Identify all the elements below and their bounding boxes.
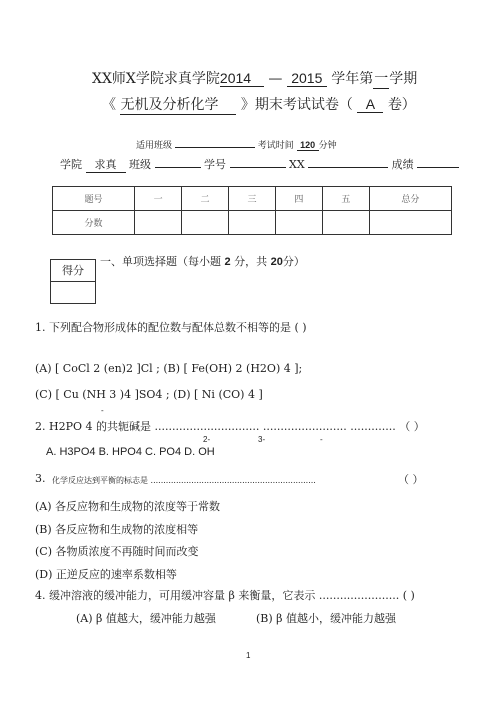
exam-header-line1 [92, 68, 417, 89]
question-3-number: 3. [35, 472, 46, 485]
header-year-start: 2014 [220, 70, 264, 87]
score-header-cell: 一 [135, 187, 182, 211]
info-line2 [60, 155, 459, 173]
question-3-answer-paren: （ ） [398, 473, 424, 486]
question-2-superscript: 2- [203, 435, 211, 444]
college-value[interactable]: 求真 [86, 156, 126, 173]
question-2: 2. H2PO 4 的共轭碱是 .............................. ........................ ............. （ ） [35, 420, 425, 433]
question-3-text: 化学反应达到平衡的标志是 ................................................................. [52, 476, 316, 485]
question-3-option-c[interactable]: (C) 各物质浓度不再随时间而改变 [35, 545, 199, 558]
section-score-label: 得分 [51, 260, 95, 282]
college-label: 学院 [60, 158, 82, 171]
section-score-box [50, 259, 96, 304]
section-total: 20 [270, 256, 283, 268]
header-semester: 学期 [389, 71, 418, 87]
score-header-cell: 五 [322, 187, 369, 211]
time-label: 考试时间 [257, 141, 294, 151]
section-title-end: 分） [282, 255, 305, 268]
section-title-mid: 分，共 [234, 255, 268, 268]
header-school-year: 学年第 [331, 71, 374, 87]
section-score-field[interactable] [51, 282, 95, 303]
course-name: 无机及分析化学 [120, 94, 236, 115]
header-year-end: 2015 [287, 70, 327, 87]
time-unit: 分钟 [318, 141, 337, 151]
question-3-option-b[interactable]: (B) 各反应物和生成物的浓度相等 [35, 523, 199, 536]
question-2-options[interactable]: A. H3PO4 B. HPO4 C. PO4 D. OH [46, 446, 215, 458]
question-2-superscript: - [320, 435, 323, 444]
score-cell[interactable] [322, 211, 369, 235]
score-header-cell: 四 [275, 187, 322, 211]
class-field[interactable] [175, 137, 255, 148]
section-title-text: 一、单项选择题（每小题 [100, 255, 221, 268]
paper-version: A [357, 96, 383, 113]
score-cell[interactable] [228, 211, 275, 235]
info-line1 [136, 137, 337, 151]
score-header-cell: 题号 [53, 187, 135, 211]
score-header-cell: 三 [228, 187, 275, 211]
id-label: 学号 [204, 158, 226, 171]
name-field[interactable] [308, 155, 388, 168]
header-open-bracket: 《 [102, 97, 116, 113]
header-term: 一 [373, 68, 389, 89]
id-field[interactable] [230, 155, 286, 168]
header-exam-type: 》期末考试试卷（ [240, 97, 353, 113]
score-label: 成绩 [391, 158, 414, 171]
grade-field[interactable] [155, 155, 201, 168]
question-1-option-cd[interactable]: (C) [ Cu (NH 3 )4 ]SO4 ; (D) [ Ni (CO) 4 ] [35, 388, 263, 401]
header-school: XX师X学院求真学院 [92, 71, 220, 87]
header-dash: — [268, 71, 283, 87]
class-label: 适用班级 [136, 141, 173, 151]
question-3-option-d[interactable]: (D) 正逆反应的速率系数相等 [35, 568, 177, 581]
question-2-superscript: 3- [258, 435, 266, 444]
score-header-cell: 二 [182, 187, 229, 211]
score-cell[interactable] [369, 211, 451, 235]
question-4-option-a[interactable]: (A) β 值越大，缓冲能力越强 [76, 612, 216, 625]
grade-label: 班级 [129, 158, 151, 171]
score-field[interactable] [417, 155, 459, 168]
score-table-header-row [53, 187, 452, 211]
question-4: 4. 缓冲溶液的缓冲能力，可用缓冲容量 β 来衡量，它表示 ....................... ( ) [35, 589, 415, 602]
score-table-score-row [53, 211, 452, 235]
score-cell[interactable] [182, 211, 229, 235]
score-cell[interactable] [135, 211, 182, 235]
question-3-option-a[interactable]: (A) 各反应物和生成物的浓度等于常数 [35, 500, 221, 513]
question-1-option-ab[interactable]: (A) [ CoCl 2 (en)2 ]Cl ; (B) [ Fe(OH) 2 (H2O) 4 ]; [35, 362, 303, 375]
section-title [100, 253, 305, 269]
score-header-cell: 总分 [369, 187, 451, 211]
score-cell[interactable] [275, 211, 322, 235]
page-number: 1 [246, 651, 251, 660]
exam-header-line2 [102, 94, 416, 115]
name-value: XX [289, 158, 305, 171]
section-points: 2 [224, 256, 231, 268]
header-paper-suffix: 卷） [387, 97, 416, 113]
question-1: 1. 下列配合物形成体的配位数与配体总数不相等的是 ( ) [35, 321, 307, 334]
score-row-label: 分数 [53, 211, 135, 235]
time-value: 120 [297, 140, 319, 151]
question-4-option-b[interactable]: (B) β 值越小，缓冲能力越强 [256, 612, 397, 625]
question-2-superscript: - [101, 406, 104, 415]
score-table [52, 186, 452, 235]
